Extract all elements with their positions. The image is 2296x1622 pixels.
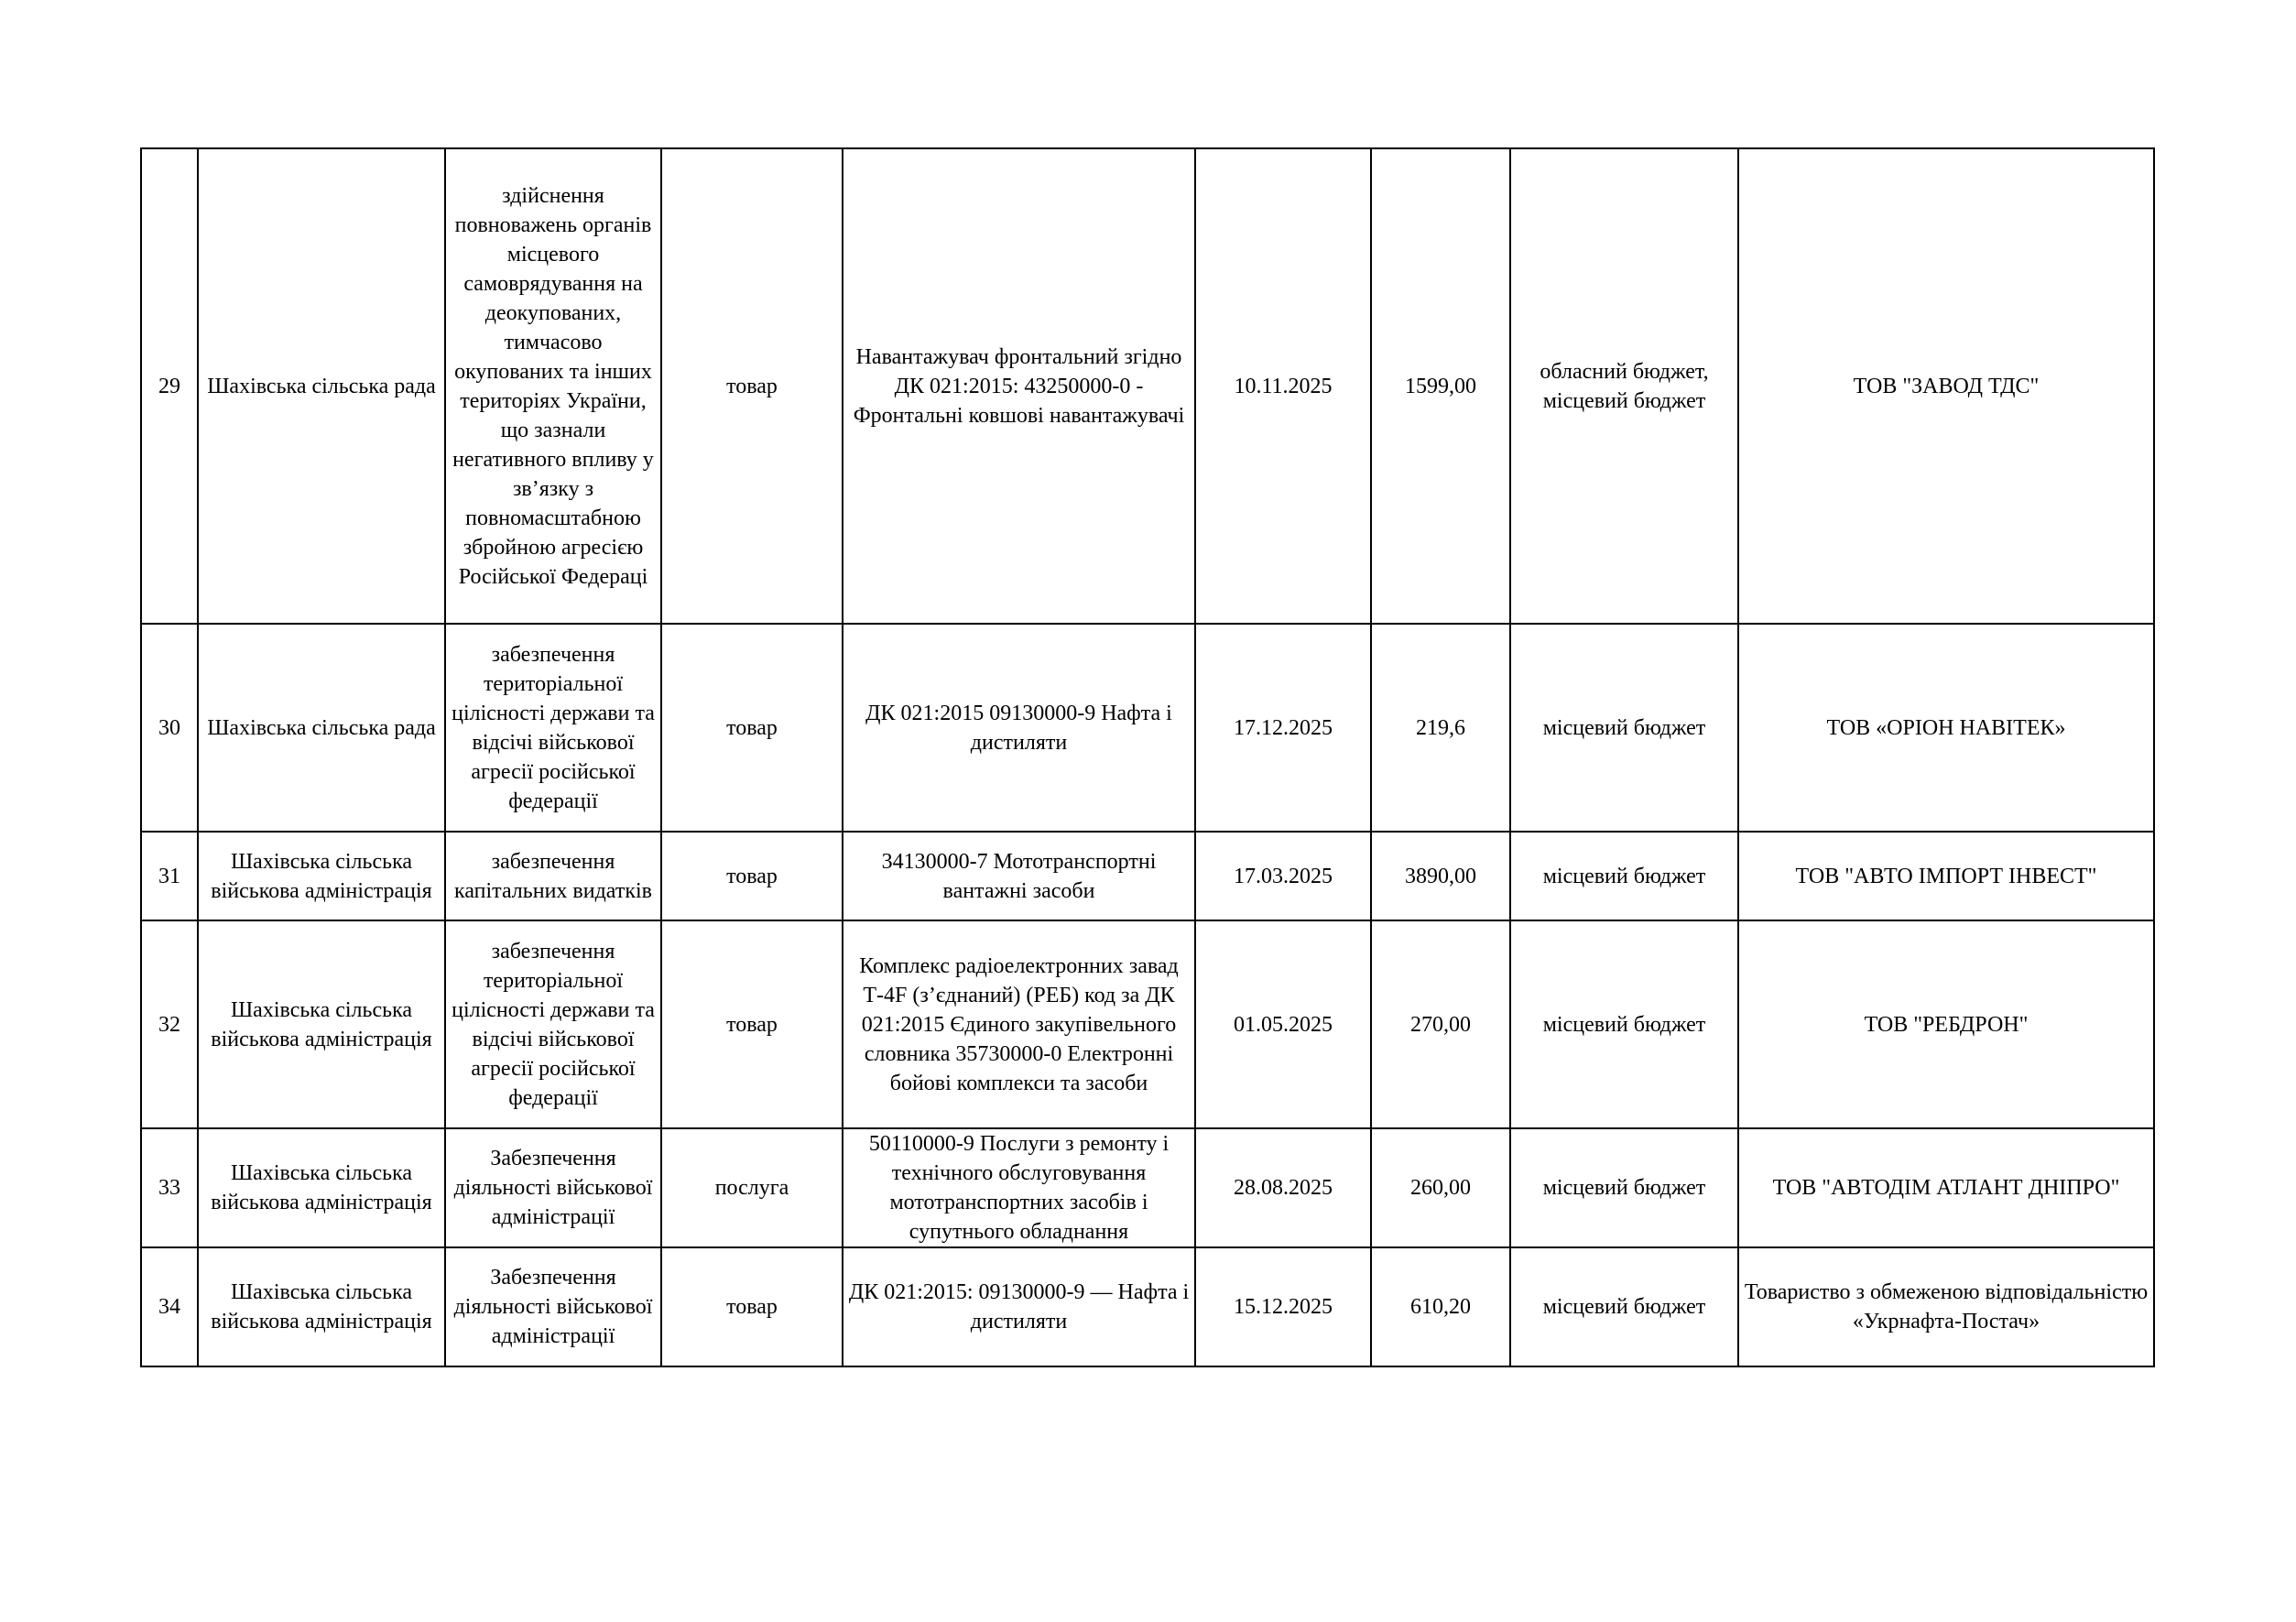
date-cell: 10.11.2025	[1195, 148, 1371, 624]
type-cell: товар	[661, 624, 843, 832]
amount-cell: 260,00	[1371, 1128, 1510, 1247]
supplier-cell: ТОВ "ЗАВОД ТДС"	[1738, 148, 2154, 624]
type-cell: товар	[661, 920, 843, 1128]
subject-cell: ДК 021:2015 09130000-9 Нафта і дистиляти	[843, 624, 1195, 832]
date-cell: 28.08.2025	[1195, 1128, 1371, 1247]
source-cell: місцевий бюджет	[1510, 1128, 1738, 1247]
amount-cell: 610,20	[1371, 1247, 1510, 1366]
purpose-cell: забезпечення капітальних видатків	[445, 832, 661, 920]
purpose-cell: здійснення повноважень органів місцевого самоврядування на деокупованих, тимчасово окупованих та інших територіях України, що зазнали негативного впливу у зв’язку з повномасштабною збройною агресією Російської Федераці	[445, 148, 661, 624]
customer-cell: Шахівська сільська військова адміністрація	[198, 1247, 445, 1366]
type-cell: товар	[661, 832, 843, 920]
table-row	[141, 624, 2154, 832]
table-row	[141, 832, 2154, 920]
supplier-cell: ТОВ «ОРІОН НАВІТЕК»	[1738, 624, 2154, 832]
purpose-cell: забезпечення територіальної цілісності держави та відсічі військової агресії російської федерації	[445, 920, 661, 1128]
procurement-table	[140, 147, 2155, 1367]
amount-cell: 219,6	[1371, 624, 1510, 832]
type-cell: послуга	[661, 1128, 843, 1247]
subject-cell: ДК 021:2015: 09130000-9 — Нафта і дистиляти	[843, 1247, 1195, 1366]
row-number: 34	[141, 1247, 198, 1366]
amount-cell: 3890,00	[1371, 832, 1510, 920]
purpose-cell: Забезпечення діяльності військової адміністрації	[445, 1247, 661, 1366]
source-cell: місцевий бюджет	[1510, 920, 1738, 1128]
customer-cell: Шахівська сільська військова адміністрація	[198, 832, 445, 920]
date-cell: 01.05.2025	[1195, 920, 1371, 1128]
customer-cell: Шахівська сільська рада	[198, 148, 445, 624]
table-row	[141, 920, 2154, 1128]
subject-cell: Навантажувач фронтальний згідно ДК 021:2015: 43250000-0 - Фронтальні ковшові навантажувачі	[843, 148, 1195, 624]
supplier-cell: Товариство з обмеженою відповідальністю «Укрнафта-Постач»	[1738, 1247, 2154, 1366]
supplier-cell: ТОВ "АВТО ІМПОРТ ІНВЕСТ"	[1738, 832, 2154, 920]
type-cell: товар	[661, 148, 843, 624]
date-cell: 17.12.2025	[1195, 624, 1371, 832]
row-number: 33	[141, 1128, 198, 1247]
supplier-cell: ТОВ "АВТОДІМ АТЛАНТ ДНІПРО"	[1738, 1128, 2154, 1247]
row-number: 32	[141, 920, 198, 1128]
date-cell: 15.12.2025	[1195, 1247, 1371, 1366]
type-cell: товар	[661, 1247, 843, 1366]
subject-cell: 50110000-9 Послуги з ремонту і технічного обслуговування мототранспортних засобів і супутнього обладнання	[843, 1128, 1195, 1247]
date-cell: 17.03.2025	[1195, 832, 1371, 920]
customer-cell: Шахівська сільська рада	[198, 624, 445, 832]
row-number: 31	[141, 832, 198, 920]
subject-cell: 34130000-7 Мототранспортні вантажні засоби	[843, 832, 1195, 920]
customer-cell: Шахівська сільська військова адміністрація	[198, 920, 445, 1128]
purpose-cell: Забезпечення діяльності військової адміністрації	[445, 1128, 661, 1247]
source-cell: місцевий бюджет	[1510, 624, 1738, 832]
source-cell: місцевий бюджет	[1510, 1247, 1738, 1366]
supplier-cell: ТОВ "РЕБДРОН"	[1738, 920, 2154, 1128]
source-cell: місцевий бюджет	[1510, 832, 1738, 920]
amount-cell: 270,00	[1371, 920, 1510, 1128]
table-row	[141, 1128, 2154, 1247]
row-number: 30	[141, 624, 198, 832]
row-number: 29	[141, 148, 198, 624]
customer-cell: Шахівська сільська військова адміністрація	[198, 1128, 445, 1247]
source-cell: обласний бюджет, місцевий бюджет	[1510, 148, 1738, 624]
table-row	[141, 1247, 2154, 1366]
purpose-cell: забезпечення територіальної цілісності держави та відсічі військової агресії російської федерації	[445, 624, 661, 832]
subject-cell: Комплекс радіоелектронних завад Т-4F (з’єднаний) (РЕБ) код за ДК 021:2015 Єдиного закупівельного словника 35730000-0 Електронні бойові комплекси та засоби	[843, 920, 1195, 1128]
table-row	[141, 148, 2154, 624]
amount-cell: 1599,00	[1371, 148, 1510, 624]
